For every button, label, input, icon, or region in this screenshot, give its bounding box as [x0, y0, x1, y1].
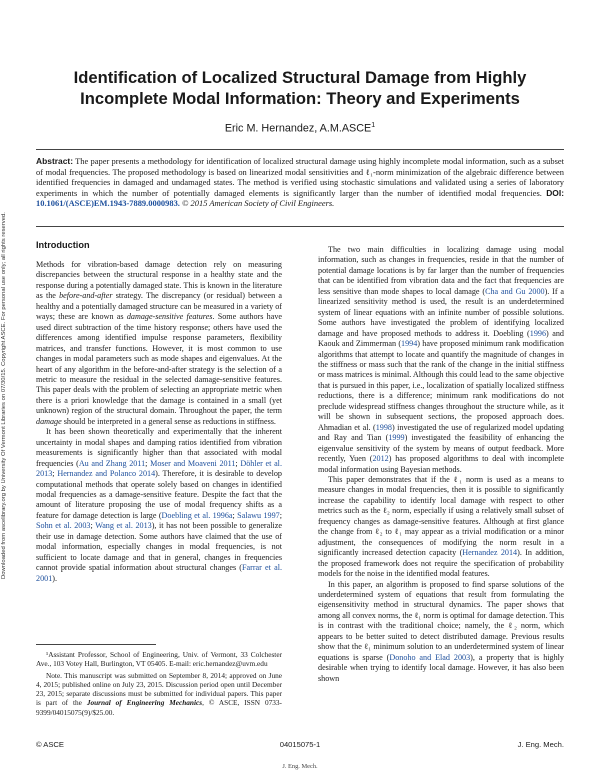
citation-link[interactable]: Hernandez and Polanco 2014 [57, 469, 156, 479]
intro-paragraph-4: This paper demonstrates that if the ℓ₁ norm is used as a means to measure changes in modal frequencies, then it is possible to significantly increase the capability to identify local damage with respect to other metrics such as the ℓ₂ norm, especially if using a relatively small subset of frequency changes as damage-sensitive features. Although at first glance the change from ℓ₂ to ℓ₁ may appear as a trivial modification or a minor adjustment, the consequences of modifying the norm result in a significantly increased detection capacity (Hernandez 2014). In addition, the proposed framework does not require the specification of probability models for the noise in the identified modal features. [318, 474, 565, 579]
section-heading-introduction: Introduction [36, 240, 90, 250]
abstract-bottom-rule [36, 226, 564, 227]
citation-link[interactable]: Salawu 1997 [237, 510, 280, 520]
citation-link[interactable]: Hernandez 2014 [462, 548, 518, 558]
abstract-label: Abstract: [36, 156, 74, 166]
footnote-affiliation: ¹Assistant Professor, School of Engineering, Univ. of Vermont, 33 Colchester Ave., 103 Votey Hall, Burlington, VT 05405. E-mail: eric.hernandez@uvm.edu [36, 650, 282, 669]
citation-link[interactable]: Doebling et al. 1996a [161, 510, 233, 520]
left-column [36, 240, 282, 584]
footnote-rule [36, 644, 156, 645]
citation-link[interactable]: 1999 [388, 433, 405, 443]
author-line [40, 122, 560, 135]
citation-link[interactable]: 1994 [401, 339, 418, 349]
author-affiliation-marker: 1 [371, 122, 376, 129]
footer-journal: J. Eng. Mech. [517, 740, 564, 749]
intro-paragraph-3: The two main difficulties in localizing damage using modal information, such as changes in frequencies, reside in that the number of potential damage locations is by far larger than the number of frequencies that can be identified from vibration data and the fact that frequencies are less sensitive than mode shapes to local damage (Cha and Gu 2000). If a linearized sensitivity method is used, the result is an underdetermined system of linear equations with an infinite number of possible solutions. Some authors have investigated the problem of identifying localized damage and have proposed methods to address it. Doebling (1996) and Kaouk and Zimmerman (1994) have proposed minimum rank modification algorithms that attempt to locate and quantify the magnitude of changes in the stiffness or mass such that the rank of the change in the initial stiffness or mass matrices is minimal. Although this could lead to the same objective that is pursued in this paper, i.e., localization of spatially localized stiffness reductions, there is a difference; minimum rank modifications do not preclude widespread stiffness changes throughout the structure while, as it will be shown in subsequent sections, the proposed approach does. Ahmadian et al. (1998) investigated the use of regularized model updating and Ray and Tian (1999) investigated the feasibility of enhancing the eigenvalue sensitivity of the system by means of output feedback. More recently, Yuen (2012) has proposed algorithms to deal with incomplete modal information using Bayesian methods. [318, 245, 564, 474]
running-footer: J. Eng. Mech. [282, 763, 318, 770]
doi-label: DOI: [546, 187, 564, 198]
citation-link[interactable]: Cha and Gu 2000 [485, 286, 545, 296]
citation-link[interactable]: Donoho and Elad 2003 [389, 652, 471, 662]
citation-link[interactable]: Wang et al. 2013 [95, 521, 152, 531]
intro-paragraph-2: It has been shown theoretically and experimentally that the inherent uncertainty in modal shapes and damping ratios identified from vibration measurements is significantly higher than that associated with modal frequencies (Au and Zhang 2011; Moser and Moaveni 2011; Döhler et al. 2013; Hernandez and Polanco 2014). Therefore, it is desirable to develop computational methods that operate solely based on changes in identified modal frequencies as a damage-sensitive feature. Despite the fact that the amount of literature proposing the use of modal frequency shifts as a feature for damage detection is large (Doebling et al. 1996a; Salawu 1997; Sohn et al. 2003; Wang et al. 2013), it has not been possible to generalize their use in damage detection. Some authors have claimed that the use of modal information, especially changes in modal frequencies, is not sufficient to locate damage and that in general, changes in frequencies cannot provide spatial information about structural changes (Farrar et al. 2001). [36, 427, 283, 583]
citation-link[interactable]: Sohn et al. 2003 [36, 521, 91, 531]
intro-paragraph-1: Methods for vibration-based damage detection rely on measuring discrepancies between the structural response in a healthy state and the response during a potentially damaged state. This is known in the literature as the before-and-after strategy. The discrepancy (or residual) between a healthy and a potentially damaged structure can be measured in a variety of ways; these are known as damage-sensitive features. Some authors have used direct subtraction of the time history response; others have used the differences among identified impulse response parameters, flexibility matrices, and transfer functions. However, it is most common to use changes in modal parameters such as mode shapes and eigenvalues. At the heart of any algorithm in the before-and-after strategy is the selection of a metric to measure the residual in the selected damage-sensitive features. This paper deals with the problem of selecting an appropriate metric when there is a priori knowledge that the damage is contained in a small (yet unknown) region of the structural domain. Throughout the paper, the term damage should be interpreted in a general sense as reductions in stiffness. [36, 260, 283, 426]
citation-link[interactable]: Moser and Moaveni 2011 [150, 458, 236, 468]
abstract-text: The paper presents a methodology for identification of localized structural damage using highly incomplete modal information, such as a subset of modal frequencies. The proposed methodology is based on linearized modal sensitivities and ℓ₁-norm minimization of the algebraic difference between identified frequencies in damaged and undamaged states. The method is verified using stochastic simulations and validated using a series of laboratory experiments in which the number of potentially damaged elements is significantly larger than the number of identified modal frequencies. [36, 156, 564, 198]
footnotes [36, 650, 282, 719]
citation-link[interactable]: Au and Zhang 2011 [78, 458, 146, 468]
doi-link[interactable]: 10.1061/(ASCE)EM.1943-7889.0000983. [36, 198, 180, 209]
intro-paragraph-5: In this paper, an algorithm is proposed to find sparse solutions of the underdetermined system of equations that result from formulating the eigensensitivity method in structural dynamics. The paper shows that among all convex norms, the ℓ₁ norm is optimal for damage detection. This is in contrast with the traditional choice; namely, the ℓ₂ norm, which appears to be better suited to detect distributed damage. Previous results show that the ℓ₁ minimum solution to an underdetermined system of linear equations is sparse (Donoho and Elad 2003), a property that is highly desirable when trying to identify local damage. However, it has also been shown [318, 579, 564, 683]
citation-link[interactable]: 1998 [375, 422, 392, 432]
abstract [36, 156, 564, 209]
citation-link[interactable]: Döhler et al. 2013 [36, 458, 282, 479]
abstract-top-rule [36, 149, 564, 150]
paper-title: Identification of Localized Structural Damage from Highly Incomplete Modal Information: Theory and Experiments [73, 68, 527, 108]
abstract-copyright: © 2015 American Society of Civil Engineers. [179, 198, 335, 209]
author-name: Eric M. Hernandez, A.M.ASCE [224, 122, 372, 135]
citation-link[interactable]: 2012 [372, 454, 389, 464]
citation-link[interactable]: Farrar et al. 2001 [36, 563, 283, 583]
footnote-note: Note. This manuscript was submitted on September 8, 2014; approved on June 4, 2015; published online on July 23, 2015. Discussion period open until December 23, 2015; separate discussions must be submitted for individual papers. This paper is part of the Journal of Engineering Mechanics, © ASCE, ISSN 0733-9399/04015075(9)/$25.00. [36, 670, 282, 717]
footer-page-id: 04015075-1 [279, 740, 321, 749]
right-column [318, 245, 564, 684]
citation-link[interactable]: 1996 [529, 328, 547, 338]
download-notice: Downloaded from ascelibrary.org by University Of Vermont Libraries on 07/30/15. Copyright ASCE. For personal use only; all rights reserved. [1, 212, 7, 579]
footer-copyright: © ASCE [36, 740, 64, 749]
